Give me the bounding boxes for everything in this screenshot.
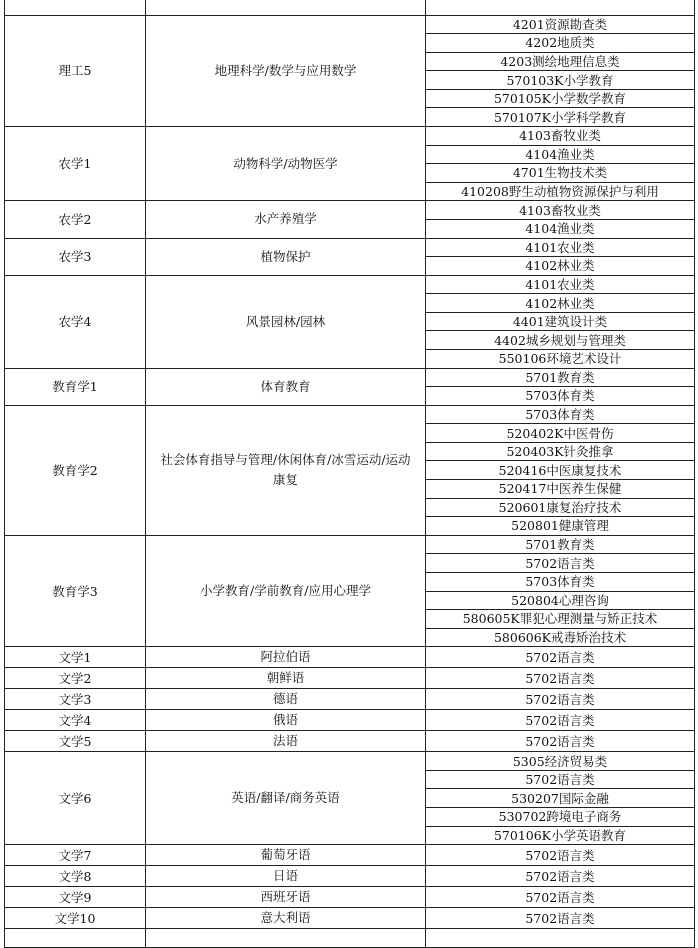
vocational-code-cell: 5703体育类 [426, 405, 695, 424]
category-cell: 文学10 [5, 908, 146, 929]
major-name-cell: 风景园林/园林 [146, 275, 426, 368]
table-row [5, 710, 695, 731]
major-name-cell [146, 929, 426, 948]
table-row [5, 0, 695, 15]
major-name-cell: 社会体育指导与管理/休闲体育/冰雪运动/运动康复 [146, 405, 426, 535]
vocational-code-cell: 530702跨境电子商务 [426, 807, 695, 826]
category-cell: 教育学2 [5, 405, 146, 535]
category-cell: 教育学3 [5, 535, 146, 646]
major-name-cell: 阿拉伯语 [146, 647, 426, 668]
category-cell: 农学2 [5, 201, 146, 238]
major-name-cell: 西班牙语 [146, 887, 426, 908]
table-row [5, 127, 695, 146]
table-row [5, 535, 695, 554]
vocational-code-cell: 5702语言类 [426, 668, 695, 689]
vocational-code-cell: 4103畜牧业类 [426, 201, 695, 220]
major-name-cell: 英语/翻译/商务英语 [146, 752, 426, 845]
table-row [5, 275, 695, 294]
table-row [5, 201, 695, 220]
vocational-code-cell: 520417中医养生保健 [426, 480, 695, 499]
table-row [5, 668, 695, 689]
vocational-code-cell: 520801健康管理 [426, 517, 695, 536]
major-name-cell: 体育教育 [146, 368, 426, 405]
category-cell: 文学7 [5, 845, 146, 866]
vocational-code-cell: 520402K中医骨伤 [426, 424, 695, 443]
table-row [5, 647, 695, 668]
vocational-code-cell: 4701生物技术类 [426, 164, 695, 183]
vocational-code-cell: 4104渔业类 [426, 145, 695, 164]
vocational-code-cell: 5702语言类 [426, 887, 695, 908]
table-row [5, 845, 695, 866]
vocational-code-cell [426, 929, 695, 948]
major-name-cell: 德语 [146, 689, 426, 710]
vocational-code-cell: 5701教育类 [426, 368, 695, 387]
vocational-code-cell: 5702语言类 [426, 908, 695, 929]
table-row [5, 866, 695, 887]
vocational-code-cell: 4402城乡规划与管理类 [426, 331, 695, 350]
major-name-cell [146, 0, 426, 15]
vocational-code-cell: 4104渔业类 [426, 219, 695, 238]
vocational-code-cell: 4202地质类 [426, 34, 695, 53]
vocational-code-cell: 570105K小学数学教育 [426, 89, 695, 108]
vocational-code-cell: 4101农业类 [426, 238, 695, 257]
vocational-code-cell: 5702语言类 [426, 770, 695, 789]
category-cell: 文学8 [5, 866, 146, 887]
major-name-cell: 植物保护 [146, 238, 426, 275]
vocational-code-cell: 520416中医康复技术 [426, 461, 695, 480]
vocational-code-cell: 4102林业类 [426, 257, 695, 276]
vocational-code-cell: 580606K戒毒矫治技术 [426, 628, 695, 647]
table-row [5, 887, 695, 908]
vocational-code-cell: 550106环境艺术设计 [426, 349, 695, 368]
table-body [5, 0, 695, 947]
major-mapping-table [4, 0, 695, 948]
vocational-code-cell: 4103畜牧业类 [426, 127, 695, 146]
major-name-cell: 动物科学/动物医学 [146, 127, 426, 201]
major-name-cell: 朝鲜语 [146, 668, 426, 689]
vocational-code-cell: 4102林业类 [426, 294, 695, 313]
major-name-cell: 俄语 [146, 710, 426, 731]
major-name-cell: 小学教育/学前教育/应用心理学 [146, 535, 426, 646]
vocational-code-cell: 5703体育类 [426, 387, 695, 406]
major-name-cell: 日语 [146, 866, 426, 887]
table-row [5, 752, 695, 771]
category-cell: 文学6 [5, 752, 146, 845]
category-cell: 文学3 [5, 689, 146, 710]
major-name-cell: 意大利语 [146, 908, 426, 929]
table-row [5, 929, 695, 948]
table-row [5, 689, 695, 710]
vocational-code-cell: 5702语言类 [426, 845, 695, 866]
vocational-code-cell [426, 0, 695, 15]
vocational-code-cell: 5703体育类 [426, 572, 695, 591]
vocational-code-cell: 410208野生动植物资源保护与利用 [426, 182, 695, 201]
vocational-code-cell: 520403K针灸推拿 [426, 442, 695, 461]
category-cell: 农学4 [5, 275, 146, 368]
category-cell: 文学5 [5, 731, 146, 752]
vocational-code-cell: 570103K小学教育 [426, 71, 695, 90]
major-name-cell: 水产养殖学 [146, 201, 426, 238]
vocational-code-cell: 4401建筑设计类 [426, 312, 695, 331]
table-row [5, 368, 695, 387]
vocational-code-cell: 570107K小学科学教育 [426, 108, 695, 127]
vocational-code-cell: 530207国际金融 [426, 789, 695, 808]
vocational-code-cell: 580605K罪犯心理测量与矫正技术 [426, 610, 695, 629]
category-cell: 理工5 [5, 15, 146, 126]
vocational-code-cell: 5702语言类 [426, 710, 695, 731]
vocational-code-cell: 4101农业类 [426, 275, 695, 294]
vocational-code-cell: 5702语言类 [426, 689, 695, 710]
major-name-cell: 葡萄牙语 [146, 845, 426, 866]
category-cell [5, 0, 146, 15]
table-row [5, 731, 695, 752]
category-cell [5, 929, 146, 948]
category-cell: 文学9 [5, 887, 146, 908]
table-row [5, 405, 695, 424]
table-row [5, 15, 695, 34]
vocational-code-cell: 5701教育类 [426, 535, 695, 554]
major-name-cell: 法语 [146, 731, 426, 752]
vocational-code-cell: 520804心理咨询 [426, 591, 695, 610]
vocational-code-cell: 5702语言类 [426, 731, 695, 752]
category-cell: 农学3 [5, 238, 146, 275]
category-cell: 文学2 [5, 668, 146, 689]
vocational-code-cell: 520601康复治疗技术 [426, 498, 695, 517]
category-cell: 文学1 [5, 647, 146, 668]
category-cell: 农学1 [5, 127, 146, 201]
vocational-code-cell: 5702语言类 [426, 647, 695, 668]
major-name-cell: 地理科学/数学与应用数学 [146, 15, 426, 126]
vocational-code-cell: 570106K小学英语教育 [426, 826, 695, 845]
category-cell: 文学4 [5, 710, 146, 731]
table-row [5, 238, 695, 257]
vocational-code-cell: 5702语言类 [426, 554, 695, 573]
table-row [5, 908, 695, 929]
vocational-code-cell: 4203测绘地理信息类 [426, 52, 695, 71]
category-cell: 教育学1 [5, 368, 146, 405]
vocational-code-cell: 4201资源勘查类 [426, 15, 695, 34]
vocational-code-cell: 5702语言类 [426, 866, 695, 887]
vocational-code-cell: 5305经济贸易类 [426, 752, 695, 771]
